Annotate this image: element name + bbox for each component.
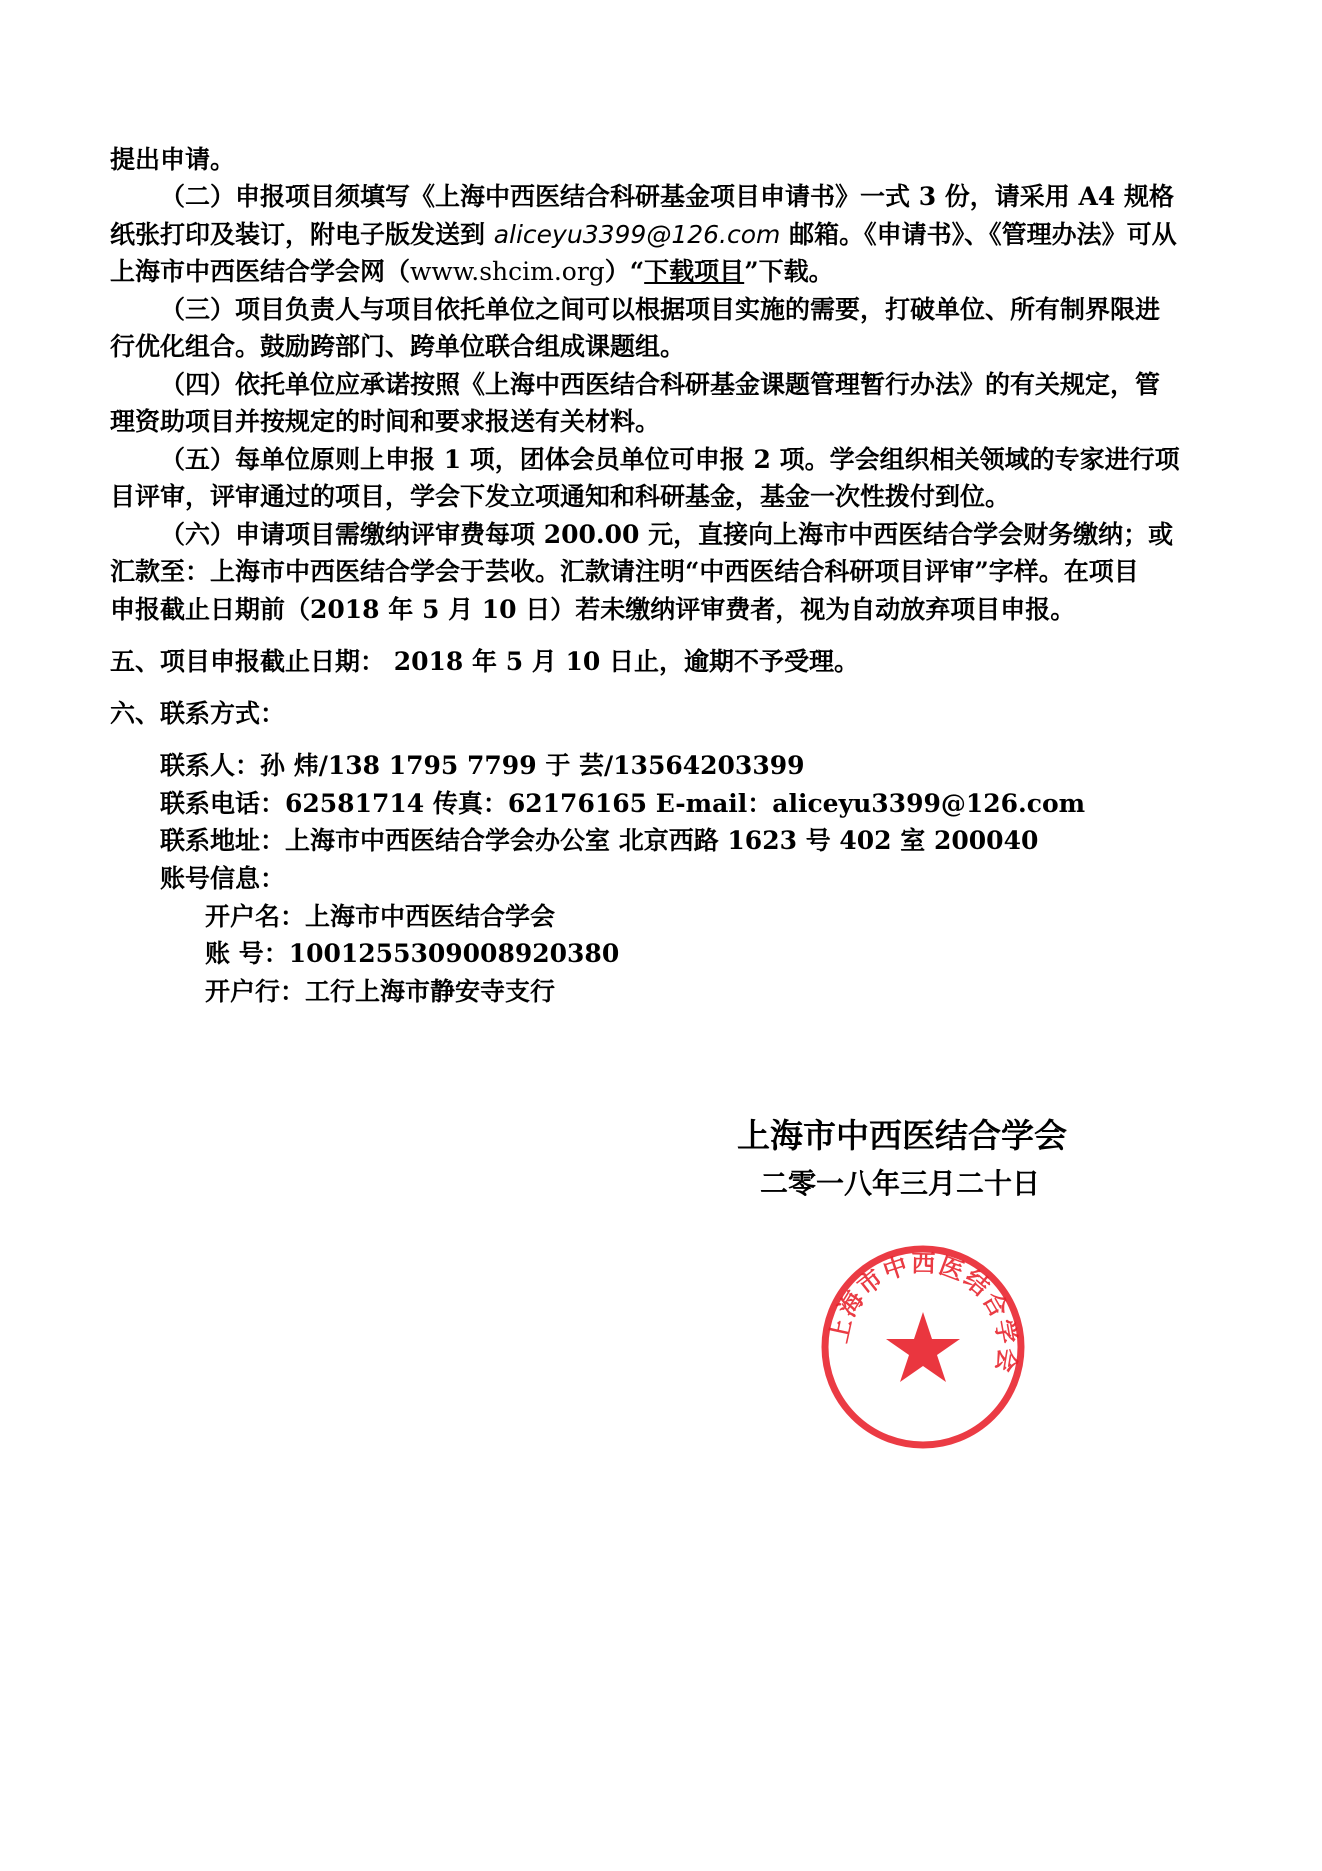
paragraph-text: 目评审，评审通过的项目，学会下发立项通知和科研基金，基金一次性拨付到位。 (110, 482, 1011, 511)
paragraph-text: 理资助项目并按规定的时间和要求报送有关材料。 (110, 407, 661, 436)
paragraph-text: （六）申请项目需缴纳评审费每项 200.00 元，直接向上海市中西医结合学会财务缴纳；或 (160, 520, 1174, 549)
contact-phone-2: 13564203399 (613, 751, 805, 780)
svg-text:上海市中西医结合学会 (824, 1250, 1021, 1377)
paragraph-text: 提出申请。 (110, 145, 236, 174)
website-url[interactable]: www.shcim.org (410, 257, 605, 286)
section-heading: 六、联系方式： (110, 699, 286, 728)
signature-organization: 上海市中西医结合学会 (737, 1116, 1067, 1155)
star-icon (886, 1312, 960, 1382)
seal-text: 上海市中西医结合学会 (824, 1249, 1022, 1377)
paragraph-text: 汇款至：上海市中西医结合学会于芸收。汇款请注明“中西医结合科研项目评审”字样。在项目 (110, 557, 1139, 586)
paragraph-text: 申报截止日期前（2018 年 5 月 10 日）若未缴纳评审费者，视为自动放弃项目申报。 (110, 595, 1076, 624)
paragraph-text: （三）项目负责人与项目依托单位之间可以根据项目实施的需要，打破单位、所有制界限进 (160, 295, 1161, 324)
official-seal (818, 1242, 1028, 1452)
bank-branch (205, 970, 1220, 1014)
paragraph-6-line-3 (110, 588, 1220, 632)
paragraph-text: 邮箱。《申请书》、《管理办法》可从 (780, 220, 1177, 249)
deadline-text: 五、项目申报截止日期： 2018 年 5 月 10 日止，逾期不予受理。 (110, 647, 859, 676)
contact-phone-1: 138 1795 7799 (327, 751, 537, 780)
paragraph-text: 纸张打印及装订，附电子版发送到 (110, 220, 494, 249)
deadline-heading (110, 640, 1220, 684)
download-link[interactable]: 下载项目 (644, 257, 745, 286)
paragraph-text: 行优化组合。鼓励跨部门、跨单位联合组成课题组。 (110, 332, 686, 361)
account-name-text: 开户名：上海市中西医结合学会 (205, 902, 556, 931)
contact-heading (110, 692, 1220, 736)
signature-date: 二零一八年三月二十日 (760, 1167, 1041, 1200)
paragraph-text: ）“ (604, 257, 645, 286)
paragraph-text: 上海市中西医结合学会网（ (110, 257, 411, 286)
account-number-text: 账 号：1001255309008920380 (205, 939, 620, 968)
paragraph-text: ”下载。 (744, 257, 834, 286)
bank-branch-text: 开户行：工行上海市静安寺支行 (205, 977, 556, 1006)
contact-phone-line: 联系电话：62581714 传真：62176165 E-mail：aliceyu3399@126.com (160, 789, 1086, 818)
address-text: 联系地址：上海市中西医结合学会办公室 北京西路 1623 号 402 室 200040 (160, 826, 1039, 855)
paragraph-text: （四）依托单位应承诺按照《上海中西医结合科研基金课题管理暂行办法》的有关规定，管 (160, 370, 1161, 399)
paragraph-text: （二）申报项目须填写《上海中西医结合科研基金项目申请书》一式 3 份，请采用 A4 规格 (160, 182, 1175, 211)
email-address[interactable]: aliceyu3399@126.com (493, 220, 781, 249)
contact-person-label: 联系人：孙 炜/ (160, 751, 328, 780)
account-heading-text: 账号信息： (160, 864, 286, 893)
paragraph-text: （五）每单位原则上申报 1 项，团体会员单位可申报 2 项。学会组织相关领域的专家进行项 (160, 445, 1180, 474)
contact-person-label: 于 芸/ (536, 751, 614, 780)
